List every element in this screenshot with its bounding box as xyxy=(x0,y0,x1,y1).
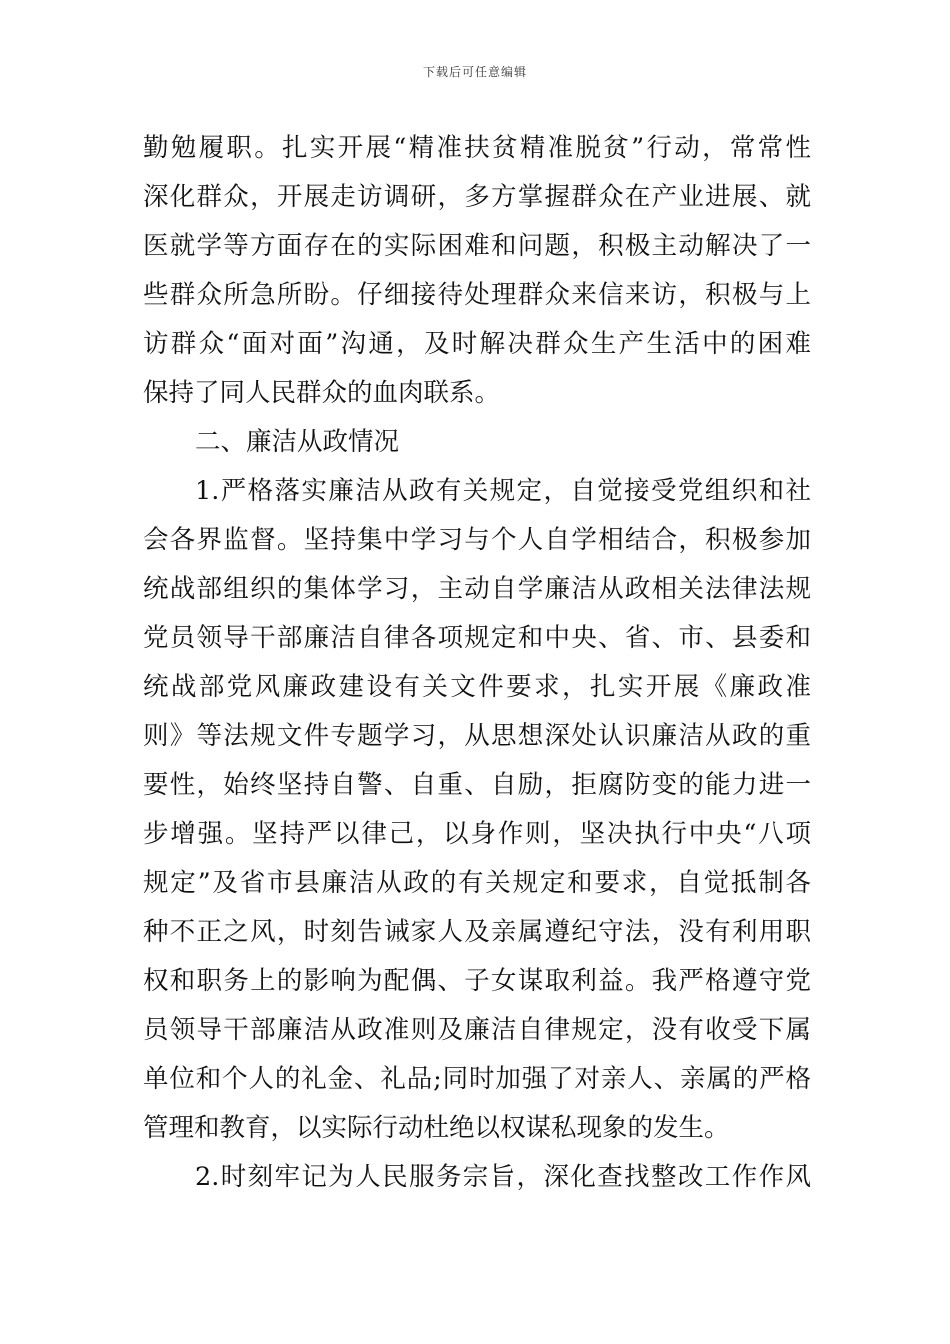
page-header: 下载后可任意编辑 xyxy=(422,65,527,79)
text-line: 深化群众，开展走访调研，多方掌握群众在产业进展、就 xyxy=(143,182,811,212)
text-line: 要性，始终坚持自警、自重、自励，拒腐防变的能力进一 xyxy=(143,770,811,800)
text-line: 保持了同人民群众的血肉联系。 xyxy=(143,378,501,408)
text-line: 步增强。坚持严以律己，以身作则，坚决执行中央“八项 xyxy=(143,819,811,849)
text-line: 会各界监督。坚持集中学习与个人自学相结合，积极参加 xyxy=(143,525,811,555)
text-line: 医就学等方面存在的实际困难和问题，积极主动解决了一 xyxy=(143,231,811,261)
text-line: 员领导干部廉洁从政准则及廉洁自律规定，没有收受下属 xyxy=(143,1015,811,1045)
text-line: 规定”及省市县廉洁从政的有关规定和要求，自觉抵制各 xyxy=(143,868,811,898)
text-line: 勤勉履职。扎实开展“精准扶贫精准脱贫”行动，常常性 xyxy=(143,133,811,163)
text-line: 则》等法规文件专题学习，从思想深处认识廉洁从政的重 xyxy=(143,721,811,751)
text-line: 党员领导干部廉洁自律各项规定和中央、省、市、县委和 xyxy=(143,623,811,653)
text-line: 管理和教育，以实际行动杜绝以权谋私现象的发生。 xyxy=(143,1113,730,1143)
text-line: 2.时刻牢记为人民服务宗旨，深化查找整改工作作风 xyxy=(195,1162,811,1192)
text-line: 统战部党风廉政建设有关文件要求，扎实开展《廉政准 xyxy=(143,672,811,702)
text-line: 统战部组织的集体学习，主动自学廉洁从政相关法律法规 xyxy=(143,574,811,604)
text-line: 些群众所急所盼。仔细接待处理群众来信来访，积极与上 xyxy=(143,280,811,310)
text-line: 1.严格落实廉洁从政有关规定，自觉接受党组织和社 xyxy=(195,476,811,506)
text-line: 访群众“面对面”沟通，及时解决群众生产生活中的困难 xyxy=(143,329,811,359)
text-line: 单位和个人的礼金、礼品;同时加强了对亲人、亲属的严格 xyxy=(143,1064,811,1094)
text-line: 权和职务上的影响为配偶、子女谋取利益。我严格遵守党 xyxy=(143,966,811,996)
text-line: 种不正之风，时刻告诫家人及亲属遵纪守法，没有利用职 xyxy=(143,917,811,947)
document-body xyxy=(143,124,811,1202)
section-heading: 二、廉洁从政情况 xyxy=(195,427,400,457)
